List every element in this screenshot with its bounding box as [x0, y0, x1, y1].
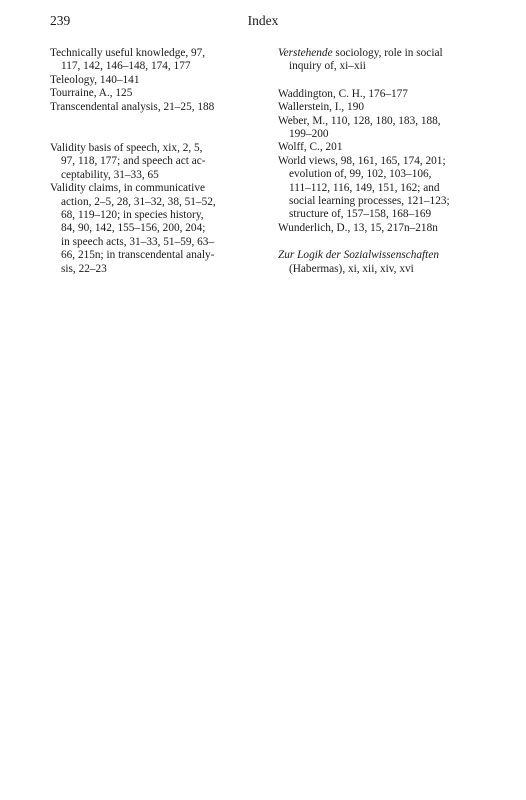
index-entry-wolff: Wolff, C., 201	[278, 141, 343, 154]
section-gap	[278, 235, 488, 249]
entry-italic-term: Verstehende	[278, 47, 333, 59]
entry-text: (Habermas), xi, xii, xiv, xvi	[289, 262, 414, 275]
index-column-left	[50, 47, 260, 276]
index-entry-world-views: World views, 98, 161, 165, 174, 201; evolution of, 99, 102, 103–106, 111–112, 116, 149, 151, 162; and social learning processes, 121–123; structure of, 157–158, 168–169	[278, 154, 450, 221]
index-entry-weber: Weber, M., 110, 128, 180, 183, 188, 199–200	[278, 114, 441, 141]
index-entry-tourraine: Tourraine, A., 125	[50, 87, 133, 100]
section-gap	[50, 114, 260, 142]
entry-text: sociology, role in social inquiry of, xi–xii	[289, 47, 443, 73]
index-entry-technically-useful-knowledge: Technically useful knowledge, 97, 117, 142, 146–148, 174, 177	[50, 47, 206, 73]
index-entry-transcendental-analysis: Transcendental analysis, 21–25, 188	[50, 100, 215, 113]
index-entry-wunderlich: Wunderlich, D., 13, 15, 217n–218n	[278, 221, 438, 234]
page-number: 239	[50, 13, 71, 28]
entry-italic-title: Zur Logik der Sozialwissenschaften	[278, 249, 439, 262]
index-entry-teleology: Teleology, 140–141	[50, 73, 140, 86]
index-entry-validity-claims: Validity claims, in communicative action, 2–5, 28, 31–32, 38, 51–52, 68, 119–120; in species history, 84, 90, 142, 155–156, 200, 204; in speech acts, 31–33, 51–59, 63– 66, 215n; in transcendental analy- sis, 22–23	[50, 182, 216, 275]
index-entry-waddington: Waddington, C. H., 176–177	[278, 87, 408, 100]
index-column-right	[278, 47, 488, 276]
section-gap	[278, 74, 488, 88]
index-entry-wallerstein: Wallerstein, I., 190	[278, 101, 364, 114]
index-entry-validity-basis: Validity basis of speech, xix, 2, 5, 97, 118, 177; and speech act ac- ceptability, 31–33, 65	[50, 142, 206, 181]
index-entry-verstehende-sociology	[278, 47, 488, 74]
index-entry-zur-logik	[278, 249, 488, 276]
running-head-title: Index	[247, 13, 279, 28]
